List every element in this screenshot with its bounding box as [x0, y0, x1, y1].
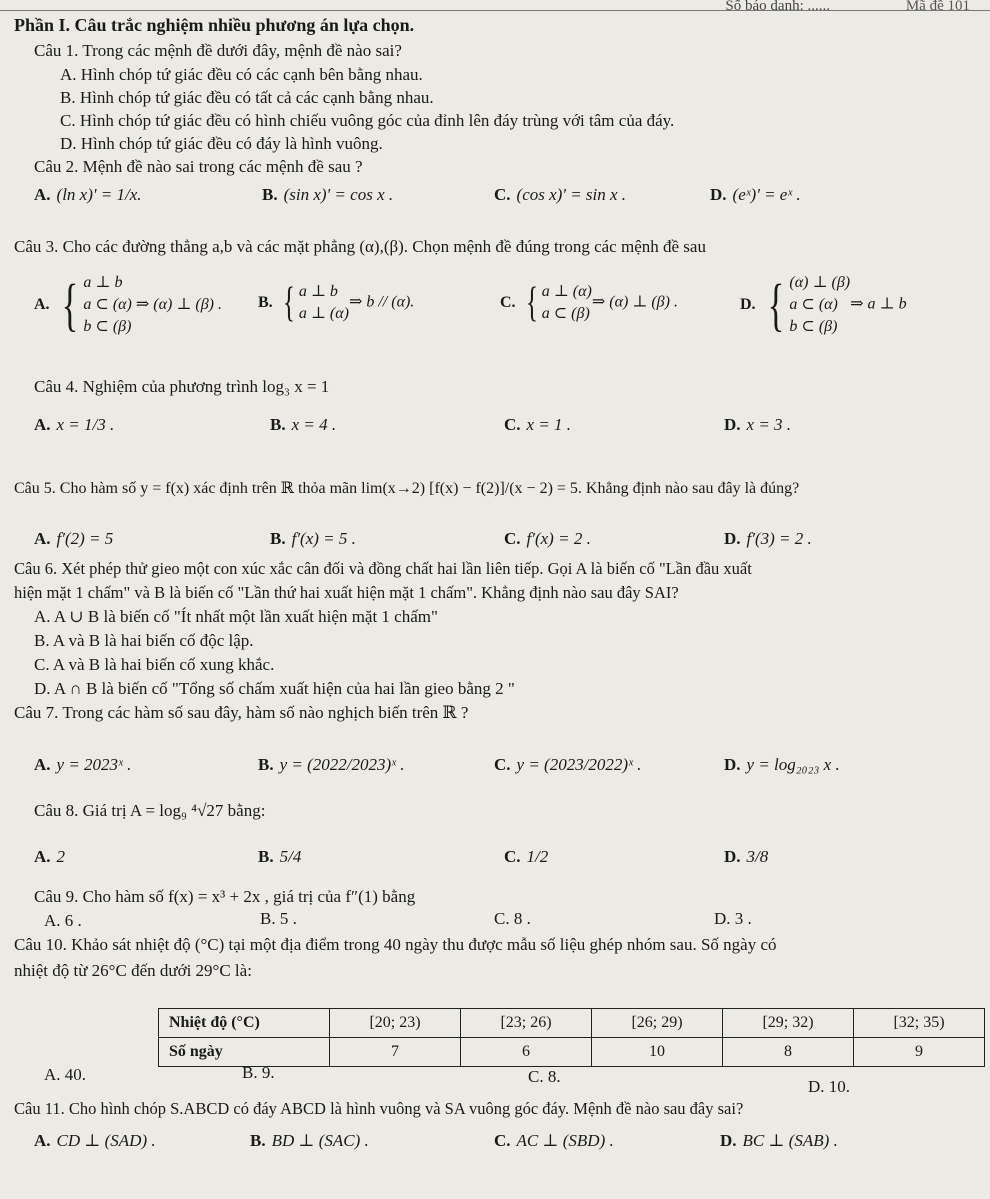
- q6-option-d[interactable]: D. A ∩ B là biến cố "Tổng số chấm xuất hiện của hai lần gieo bằng 2 ": [34, 679, 515, 698]
- q10-option-d[interactable]: D. 10.: [808, 1077, 851, 1096]
- q9-option-a[interactable]: A. 6 .: [44, 911, 82, 930]
- table-cell: [23; 26): [461, 1009, 592, 1038]
- table-cell: 6: [461, 1038, 592, 1067]
- q10-option-c[interactable]: C. 8.: [528, 1067, 561, 1086]
- q8-option-d[interactable]: D. 3/8: [724, 847, 769, 866]
- table-cell: 9: [854, 1038, 985, 1067]
- q2-option-d[interactable]: D. (eˣ)' = eˣ .: [710, 185, 801, 204]
- q5-option-a[interactable]: A. f′(2) = 5: [34, 529, 114, 548]
- q10-option-a[interactable]: A. 40.: [44, 1065, 87, 1084]
- table-cell: 7: [330, 1038, 461, 1067]
- q6-stem-line1: Câu 6. Xét phép thử gieo một con xúc xắc cân đối và đồng chất hai lần liên tiếp. Gọi A là biến cố "Lần đầu xuất: [14, 559, 752, 578]
- q3-option-a[interactable]: A. { a ⊥ b a ⊂ (α) ⇒ (α) ⊥ (β) . b ⊂ (β): [34, 272, 222, 337]
- q4-option-a[interactable]: A. x = 1/3 .: [34, 415, 115, 434]
- q8-option-c[interactable]: C. 1/2: [504, 847, 549, 866]
- q1-option-b[interactable]: B. Hình chóp tứ giác đều có tất cả các cạnh bằng nhau.: [60, 88, 434, 107]
- q7-stem: Câu 7. Trong các hàm số sau đây, hàm số nào nghịch biến trên ℝ ?: [14, 703, 469, 722]
- q9-option-c[interactable]: C. 8 .: [494, 909, 531, 928]
- q5-option-d[interactable]: D. f′(3) = 2 .: [724, 529, 812, 548]
- q1-stem: Câu 1. Trong các mệnh đề dưới đây, mệnh đề nào sai?: [34, 41, 402, 60]
- q3-option-b[interactable]: B. { a ⊥ b a ⊥ (α) ⇒ b // (α).: [258, 280, 415, 326]
- q4-option-c[interactable]: C. x = 1 .: [504, 415, 572, 434]
- q7-option-a[interactable]: A. y = 2023ˣ .: [34, 755, 132, 774]
- q11-option-a[interactable]: A. CD ⊥ (SAD) .: [34, 1131, 156, 1150]
- q2-stem: Câu 2. Mệnh đề nào sai trong các mệnh đề sau ?: [34, 157, 363, 176]
- table-row: [159, 1009, 985, 1038]
- q5-stem: Câu 5. Cho hàm số y = f(x) xác định trên ℝ thỏa mãn lim(x→2) [f(x) − f(2)]/(x − 2) = 5. Khẳng định nào sau đây là đúng?: [14, 480, 800, 497]
- q11-option-b[interactable]: B. BD ⊥ (SAC) .: [250, 1131, 369, 1150]
- q11-option-d[interactable]: D. BC ⊥ (SAB) .: [720, 1131, 838, 1150]
- table-header-days: Số ngày: [159, 1038, 330, 1067]
- q8-option-a[interactable]: A. 2: [34, 847, 66, 866]
- q8-stem: Câu 8. Giá trị A = log₉ ⁴√27 bằng:: [34, 801, 266, 820]
- q6-stem-line2: hiện mặt 1 chấm" và B là biến cố "Lần thứ hai xuất hiện mặt 1 chấm". Khẳng định nào sau đây SAI?: [14, 583, 679, 602]
- q11-option-c[interactable]: C. AC ⊥ (SBD) .: [494, 1131, 614, 1150]
- q8-option-b[interactable]: B. 5/4: [258, 847, 302, 866]
- q2-option-b[interactable]: B. (sin x)' = cos x .: [262, 185, 394, 204]
- table-cell: [29; 32): [723, 1009, 854, 1038]
- q10-stem-line1: Câu 10. Khảo sát nhiệt độ (°C) tại một địa điểm trong 40 ngày thu được mẫu số liệu ghép nhóm sau. Số ngày có: [14, 935, 777, 954]
- q9-stem: Câu 9. Cho hàm số f(x) = x³ + 2x , giá trị của f″(1) bằng: [34, 887, 416, 906]
- q11-stem: Câu 11. Cho hình chóp S.ABCD có đáy ABCD là hình vuông và SA vuông góc đáy. Mệnh đề nào sau đây sai?: [14, 1099, 744, 1118]
- q6-option-c[interactable]: C. A và B là hai biến cố xung khắc.: [34, 655, 275, 674]
- q4-option-b[interactable]: B. x = 4 .: [270, 415, 337, 434]
- q7-option-d[interactable]: D. y = log₂₀₂₃ x .: [724, 755, 840, 774]
- top-rule: [0, 10, 990, 11]
- q1-option-d[interactable]: D. Hình chóp tứ giác đều có đáy là hình vuông.: [60, 134, 383, 153]
- q5-option-b[interactable]: B. f′(x) = 5 .: [270, 529, 356, 548]
- q3-option-c[interactable]: C. { a ⊥ (α) a ⊂ (β) ⇒ (α) ⊥ (β) .: [500, 280, 678, 326]
- table-cell: 8: [723, 1038, 854, 1067]
- table-cell: 10: [592, 1038, 723, 1067]
- q6-option-b[interactable]: B. A và B là hai biến cố độc lập.: [34, 631, 254, 650]
- q10-stem-line2: nhiệt độ từ 26°C đến dưới 29°C là:: [14, 961, 252, 980]
- table-header-temperature: Nhiệt độ (°C): [159, 1009, 330, 1038]
- q9-option-d[interactable]: D. 3 .: [714, 909, 752, 928]
- table-cell: [26; 29): [592, 1009, 723, 1038]
- q4-stem: Câu 4. Nghiệm của phương trình log₃ x = 1: [34, 377, 330, 396]
- q2-option-a[interactable]: A. (ln x)' = 1/x.: [34, 185, 142, 204]
- q9-option-b[interactable]: B. 5 .: [260, 909, 297, 928]
- table-cell: [32; 35): [854, 1009, 985, 1038]
- table-row: [159, 1038, 985, 1067]
- part-title: Phần I. Câu trắc nghiệm nhiều phương án lựa chọn.: [14, 15, 415, 35]
- q4-option-d[interactable]: D. x = 3 .: [724, 415, 792, 434]
- frequency-table: [158, 1008, 985, 1067]
- q7-option-b[interactable]: B. y = (2022/2023)ˣ .: [258, 755, 405, 774]
- q1-option-a[interactable]: A. Hình chóp tứ giác đều có các cạnh bên bằng nhau.: [60, 65, 423, 84]
- q2-option-c[interactable]: C. (cos x)' = sin x .: [494, 185, 627, 204]
- q3-stem: Câu 3. Cho các đường thẳng a,b và các mặt phẳng (α),(β). Chọn mệnh đề đúng trong các mệnh đề sau: [14, 237, 706, 256]
- ma-de: Mã đề 101: [905, 0, 970, 14]
- q6-option-a[interactable]: A. A ∪ B là biến cố "Ít nhất một lần xuất hiện mặt 1 chấm": [34, 607, 438, 626]
- so-bao-danh: Số báo danh: ......: [725, 0, 830, 14]
- q1-option-c[interactable]: C. Hình chóp tứ giác đều có hình chiếu vuông góc của đỉnh lên đáy trùng với tâm của đáy.: [60, 111, 675, 130]
- q3-option-d[interactable]: D. { (α) ⊥ (β) a ⊂ (α) b ⊂ (β) ⇒ a ⊥ b: [740, 272, 907, 337]
- table-cell: [20; 23): [330, 1009, 461, 1038]
- q10-option-b[interactable]: B. 9.: [242, 1063, 275, 1082]
- q7-option-c[interactable]: C. y = (2023/2022)ˣ .: [494, 755, 642, 774]
- q5-option-c[interactable]: C. f′(x) = 2 .: [504, 529, 591, 548]
